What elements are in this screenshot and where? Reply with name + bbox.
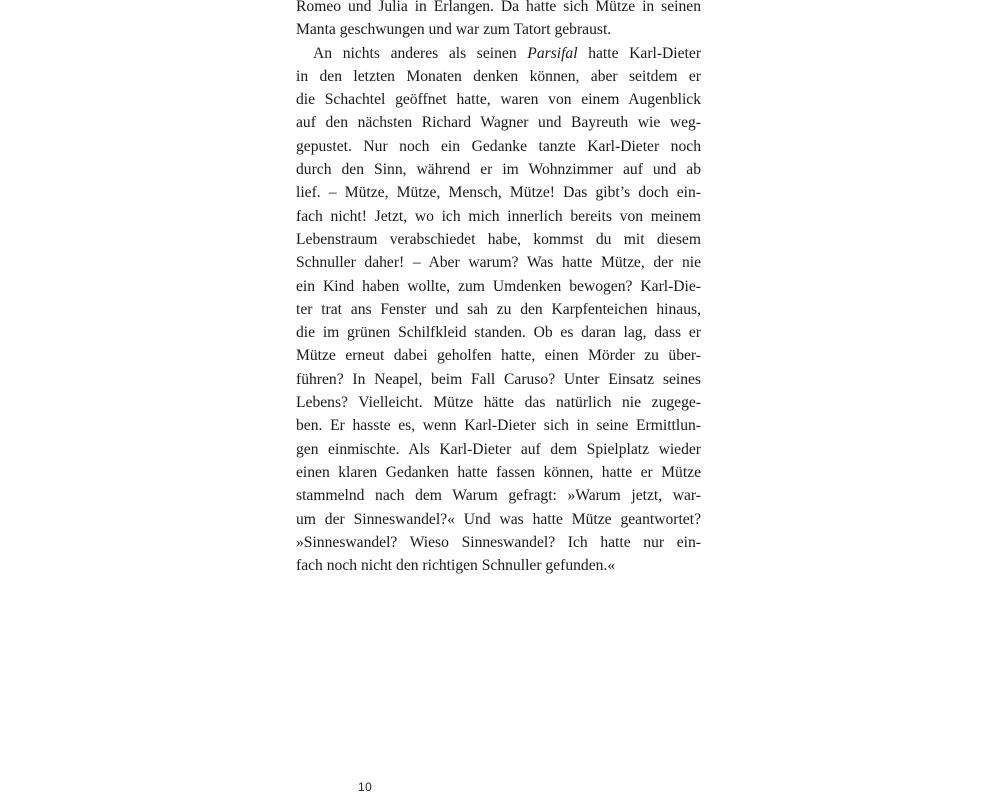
text-line: [296, 42, 701, 65]
text-line: fach nicht! Jetzt, wo ich mich innerlich bereits von meinem: [296, 207, 701, 225]
text-fragment: hatte Karl-Dieter: [577, 44, 702, 62]
text-line: lief. – Mütze, Mütze, Mensch, Mütze! Das gibt’s doch ein-: [296, 184, 701, 202]
text-line: führen? In Neapel, beim Fall Caruso? Unter Einsatz seines: [296, 370, 701, 388]
text-line: ter trat ans Fenster und sah zu den Karpfenteichen hinaus,: [296, 300, 701, 318]
text-line: fach noch nicht den richtigen Schnuller gefunden.«: [296, 557, 616, 575]
text-line: die Schachtel geöffnet hatte, waren von einem Augenblick: [296, 91, 701, 109]
text-line: Schnuller daher! – Aber warum? Was hatte Mütze, der nie: [296, 254, 701, 272]
page-number: 10: [358, 780, 373, 794]
text-line: um der Sinneswandel?« Und was hatte Mütze geantwortet?: [296, 510, 701, 528]
text-line: Lebenstraum verabschiedet habe, kommst du mit diesem: [296, 230, 701, 248]
body-text: [296, 0, 701, 577]
text-line: stammelnd nach dem Warum gefragt: »Warum jetzt, war-: [296, 487, 701, 505]
text-fragment: An nichts anderes als seinen: [313, 44, 528, 62]
text-line: einen klaren Gedanken hatte fassen können, hatte er Mütze: [296, 463, 701, 481]
text-line: gen einmischte. Als Karl-Dieter auf dem Spielplatz wieder: [296, 440, 701, 458]
text-line: in den letzten Monaten denken können, aber seitdem er: [296, 67, 701, 85]
text-line: durch den Sinn, während er im Wohnzimmer auf und ab: [296, 161, 701, 179]
text-line: Manta geschwungen und war zum Tatort gebraust.: [296, 21, 612, 39]
text-line: Romeo und Julia in Erlangen. Da hatte sich Mütze in seinen: [296, 0, 701, 15]
text-line: »Sinneswandel? Wieso Sinneswandel? Ich hatte nur ein-: [296, 533, 701, 551]
text-line: ben. Er hasste es, wenn Karl-Dieter sich in seine Ermittlun-: [296, 417, 701, 435]
text-line: auf den nächsten Richard Wagner und Bayreuth wie weg-: [296, 114, 701, 132]
text-line: Mütze erneut dabei geholfen hatte, einen Mörder zu über-: [296, 347, 701, 365]
book-title-italic: Parsifal: [527, 44, 578, 62]
text-line: gepustet. Nur noch ein Gedanke tanzte Karl-Dieter noch: [296, 137, 701, 155]
text-line: die im grünen Schilfkleid standen. Ob es daran lag, dass er: [296, 324, 701, 342]
text-line: ein Kind haben wollte, zum Umdenken bewogen? Karl-Die-: [296, 277, 701, 295]
text-line: Lebens? Vielleicht. Mütze hätte das natürlich nie zugege-: [296, 394, 701, 412]
